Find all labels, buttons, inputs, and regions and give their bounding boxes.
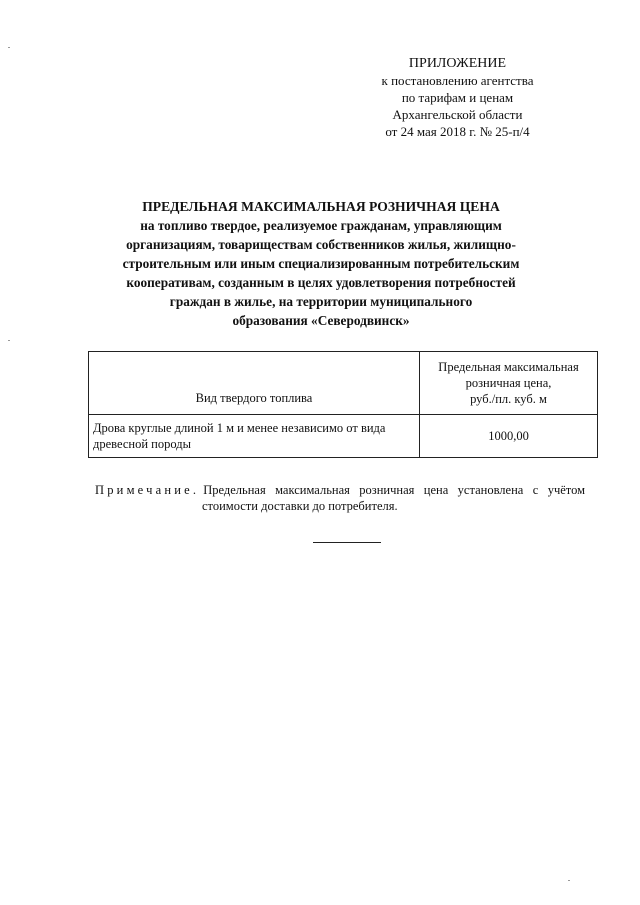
appendix-block [360, 55, 555, 140]
cell-fuel-type: Дрова круглые длиной 1 м и менее независимо от вида древесной породы [89, 415, 420, 458]
header-max-price-line: руб./пл. куб. м [470, 392, 547, 406]
title-line: строительным или иным специализированным потребительским [122, 256, 520, 271]
price-table [88, 351, 598, 458]
title-line: граждан в жилье, на территории муниципального [169, 294, 473, 309]
header-max-price-line: розничная цена, [465, 376, 552, 390]
appendix-line: к постановлению агентства [381, 73, 534, 88]
header-fuel-type: Вид твердого топлива [89, 352, 420, 415]
title-line: образования «Северодвинск» [232, 313, 410, 328]
scan-speck [8, 340, 10, 341]
table-row [89, 415, 598, 458]
title-line: кооперативам, созданным в целях удовлетворения потребностей [126, 275, 516, 290]
header-max-price [420, 352, 598, 415]
title-main: ПРЕДЕЛЬНАЯ МАКСИМАЛЬНАЯ РОЗНИЧНАЯ ЦЕНА [142, 199, 500, 214]
title-line: на топливо твердое, реализуемое гражданам, управляющим [140, 218, 502, 233]
appendix-heading: ПРИЛОЖЕНИЕ [408, 56, 507, 71]
closing-rule [313, 542, 381, 543]
scan-speck [568, 880, 570, 881]
note-block [95, 482, 585, 514]
scan-speck [8, 47, 10, 48]
note-text-line: стоимости доставки до потребителя. [202, 499, 398, 513]
cell-price: 1000,00 [420, 415, 598, 458]
appendix-line: Архангельской области [392, 107, 523, 122]
appendix-line: по тарифам и ценам [401, 90, 514, 105]
title-line: организациям, товариществам собственников жилья, жилищно- [126, 237, 516, 252]
appendix-line: от 24 мая 2018 г. № 25-п/4 [385, 124, 530, 139]
table-header-row [89, 352, 598, 415]
header-max-price-line: Предельная максимальная [438, 360, 579, 374]
note-text-line: Предельная максимальная розничная цена установлена с учётом [203, 483, 585, 497]
note-label: Примечание. [95, 483, 200, 497]
note-first-line [95, 482, 585, 498]
document-title [100, 197, 542, 330]
